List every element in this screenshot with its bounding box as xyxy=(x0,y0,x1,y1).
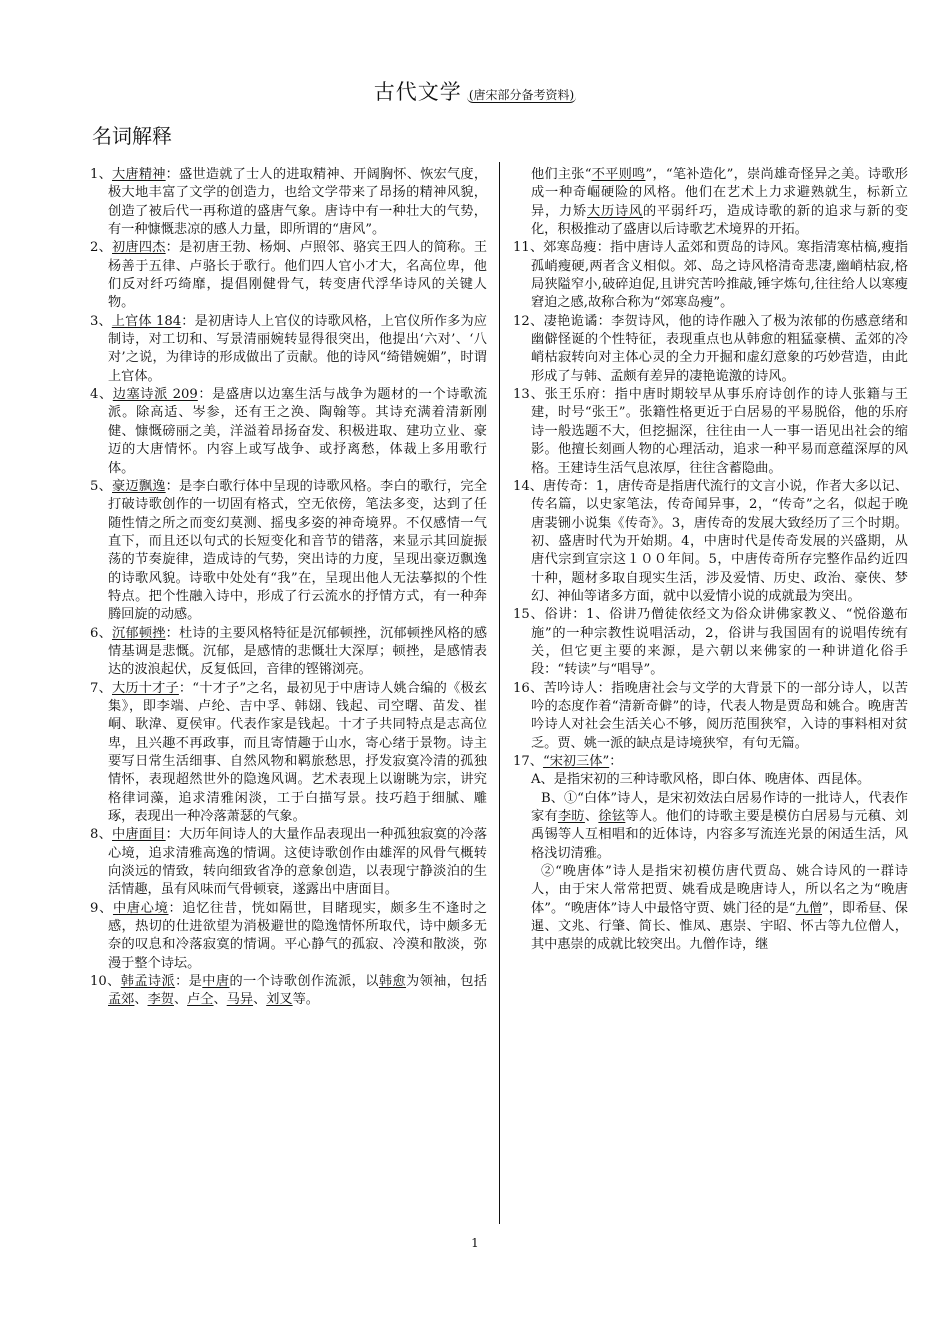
document-subtitle: (唐宋部分备考资料) xyxy=(468,88,575,102)
entry-17-part-b1: B、①“白体”诗人，是宋初效法白居易作诗的一批诗人，代表作家有李昉、徐铉等人。他们的诗歌主要是模仿白居易与元稹、刘禹锡等人互相唱和的近体诗，内容多写流连光景的闲适生活，风格浅切清雅。 xyxy=(531,790,909,861)
entry-2: 2、初唐四杰：是初唐王勃、杨炯、卢照邻、骆宾王四人的简称。王杨善于五律、卢骆长于歌行。他们四人官小才大，名高位卑，他们反对纤巧绮靡，提倡刚健骨气，转变唐代浮华诗风的关键人物。 xyxy=(90,240,488,311)
term: “宋初三体” xyxy=(542,754,610,769)
entry-5: 5、豪迈飘逸：是李白歌行体中呈现的诗歌风格。李白的歌行，完全打破诗歌创作的一切固有格式，空无依傍，笔法多变，达到了任随性情之所之而变幻莫测、摇曳多姿的神奇境界。不仅感情一气直下，而且还以句式的长短变化和音节的错落，来显示其回旋振荡的节奏旋律，造成诗的气势，突出诗的力度，呈现出豪迈飘逸的诗歌风貌。诗歌中处处有“我”在，呈现出他人无法摹拟的个性特点。把个性融入诗中，形成了行云流水的抒情方式，有一种奔腾回旋的动感。 xyxy=(90,478,488,623)
entry-10-continued: 他们主张“不平则鸣”，“笔补造化”，崇尚雄奇怪异之美。诗歌形成一种奇崛硬险的风格。他们在艺术上力求避熟就生，标新立异，力矫大历诗风的平弱纤巧，造成诗歌的新的追求与新的变化，积极推动了盛唐以后诗歌艺术境界的开拓。 xyxy=(531,167,909,238)
term: 中唐面目 xyxy=(112,827,166,843)
entry-7: 7、大历十才子：“十才子”之名，最初见于中唐诗人姚合编的《极玄集》，即李端、卢纶、吉中孚、韩翃、钱起、司空曙、苗发、崔峒、耿湋、夏侯审。代表作家是钱起。十才子共同特点是志高位卑，且兴趣不再政事，而且寄情趣于山水，寄心绪于景物。诗主要写日常生活细事、自然风物和羁旅愁思，抒发寂寞冷清的孤独情怀，表现超然世外的隐逸风调。艺术表现上以谢眺为宗，讲究格律词藻，追求清雅闲淡，工于白描写景。技巧趋于细腻、雕琢，表现出一种冷落萧瑟的气象。 xyxy=(90,680,488,825)
term: 豪迈飘逸 xyxy=(112,478,166,494)
entry-17: 17、“宋初三体”： xyxy=(513,754,623,769)
entry-6: 6、沉郁顿挫：杜诗的主要风格特征是沉郁顿挫，沉郁顿挫风格的感情基调是悲慨。沉郁，是感情的悲慨壮大深厚；顿挫，是感情表达的波浪起伏，反复低回，音律的铿锵浏亮。 xyxy=(90,625,488,678)
document-title: 古代文学 xyxy=(373,80,462,104)
entry-13: 13、张王乐府：指中唐时期较早从事乐府诗创作的诗人张籍与王建，时号“张王”。张籍性格更近于白居易的平易脱俗，他的乐府诗一般选题不大，但挖掘深，往往由一人一事一语见出社会的缩影。他擅长刻画人物的心理活动，追求一种平易而意蕴深厚的风格。王建诗生活气息浓厚，往往含蓄隐曲。 xyxy=(513,387,908,476)
entry-4: 4、边塞诗派 209：是盛唐以边塞生活与战争为题材的一个诗歌流派。除高适、岑参，还有王之涣、陶翰等。其诗充满着清新刚健、慷慨磅丽之美，洋溢着昂扬奋发、积极进取、建功立业、豪迈的大唐情怀。内容上或写战争、或抒离愁，体裁上多用歌行体。 xyxy=(90,387,488,476)
entry-3: 3、上官体 184：是初唐诗人上官仪的诗歌风格，上官仪所作多为应制诗，对工切和、写景清丽婉转显得很突出，他提出‘六对’、‘八对’之说，为律诗的形成做出了贡献。他的诗风“绮错婉媚”，时谓上官体。 xyxy=(90,313,487,384)
term: 初唐四杰 xyxy=(112,240,166,256)
entry-9: 9、中唐心境：追忆往昔，恍如隔世，目睹现实，颇多生不逢时之感，热切的仕进欲望为消极避世的隐逸情怀所取代，诗中颇多无奈的叹息和冷落寂寞的情调。平心静气的孤寂、冷漠和散淡，弥漫于整个诗坛。 xyxy=(90,900,488,971)
entry-14: 14、唐传奇：1，唐传奇是指唐代流行的文言小说，作者大多以记、传名篇，以史家笔法，传奇闻异事，2，“传奇”之名，似起于晚唐裴铏小说集《传奇》。3，唐传奇的发展大致经历了三个时期。初、盛唐时代为开始期。4，中唐时代是传奇发展的兴盛期，从唐代宗到宣宗这１００年间。5，中唐传奇所存完整作品约近四十种，题材多取自现实生活，涉及爱情、历史、政治、豪侠、梦幻、神仙等诸多方面，就中以爱情小说的成就最为突出。 xyxy=(513,478,909,604)
document-header xyxy=(0,76,950,106)
entry-17-part-a: A、是指宋初的三种诗歌风格，即白体、晚唐体、西昆体。 xyxy=(531,772,871,788)
term: 韩孟诗派 xyxy=(120,974,176,990)
right-column xyxy=(513,166,908,955)
entry-10: 10、韩孟诗派：是中唐的一个诗歌创作流派，以韩愈为领袖，包括孟郊、李贺、卢仝、马异、刘叉等。 xyxy=(90,974,488,1008)
term: 大历十才子 xyxy=(111,680,179,696)
entry-15: 15、俗讲：1、俗讲乃僧徒依经文为俗众讲佛家教义、“悦俗邀布施”的一种宗教性说唱活动，2，俗讲与我国固有的说唱传统有关，但它更主要的来源，是六朝以来佛家的一种讲道化俗手段：“转读”与“唱导”。 xyxy=(513,607,908,678)
term: 边塞诗派 209 xyxy=(112,387,198,403)
left-column xyxy=(90,166,487,1010)
term: 大唐精神 xyxy=(112,167,166,182)
entry-17-part-b2: ②“晚唐体”诗人是指宋初模仿唐代贾岛、姚合诗风的一群诗人，由于宋人常常把贾、姚看成是晚唐诗人，所以名之为“晚唐体”。“晚唐体”诗人中最恪守贾、姚门径的是“九僧”，即希昼、保暹、文兆、行肇、简长、惟凤、惠崇、宇昭、怀古等九位僧人，其中惠崇的成就比较突出。九僧作诗，继 xyxy=(531,864,908,953)
entry-16: 16、苦吟诗人：指晚唐社会与文学的大背景下的一部分诗人，以苦吟的态度作着“清新奇僻”的诗，代表人物是贾岛和姚合。晚唐苦吟诗人对社会生活关心不够，阅历范围狭窄，入诗的事料相对贫乏。贾、姚一派的缺点是诗境狭窄，有句无篇。 xyxy=(513,680,908,751)
term: 中唐心境 xyxy=(112,900,169,916)
term: 沉郁顿挫 xyxy=(112,625,166,641)
entry-11: 11、郊寒岛瘦：指中唐诗人孟郊和贾岛的诗风。寒指清寒枯槁,瘦指孤峭瘦硬,两者含义相似。郊、岛之诗风格清奇悲凄,幽峭枯寂,格局狭隘窄小,破碎迫促,且讲究苦吟推敲,锤字炼句,往往给人以寒瘦窘迫之感,故称合称为“郊寒岛瘦”。 xyxy=(513,240,908,311)
entry-12: 12、凄艳诡谲：李贺诗风，他的诗作融入了极为浓郁的伤感意绪和幽僻怪诞的个性特征，表现重点也从韩愈的粗猛豪横、孟郊的冷峭枯寂转向对主体心灵的全力开掘和虚幻意象的巧妙营造，由此形成了与韩、孟颇有差异的凄艳诡激的诗风。 xyxy=(513,313,908,384)
entry-1: 1、大唐精神：盛世造就了士人的进取精神、开阔胸怀、恢宏气度，极大地丰富了文学的创造力，也给文学带来了昂扬的精神风貌，创造了被后代一再称道的盛唐气象。唐诗中有一种壮大的气势，有一种慷慨悲凉的感人力量，即所谓的“唐风”。 xyxy=(90,167,488,238)
page-number: 1 xyxy=(471,1236,479,1250)
section-title: 名词解释 xyxy=(92,124,172,148)
term: 上官体 184 xyxy=(111,313,182,329)
column-divider xyxy=(499,162,500,1224)
entry-8: 8、中唐面目：大历年间诗人的大量作品表现出一种孤独寂寞的冷落心境，追求清雅高逸的情调。这使诗歌创作由雄浑的风骨气概转向淡远的情致，转向细致省净的意象创造，以表现宁静淡泊的生活情趣，虽有风味而气骨顿衰，遂露出中唐面目。 xyxy=(90,827,488,898)
